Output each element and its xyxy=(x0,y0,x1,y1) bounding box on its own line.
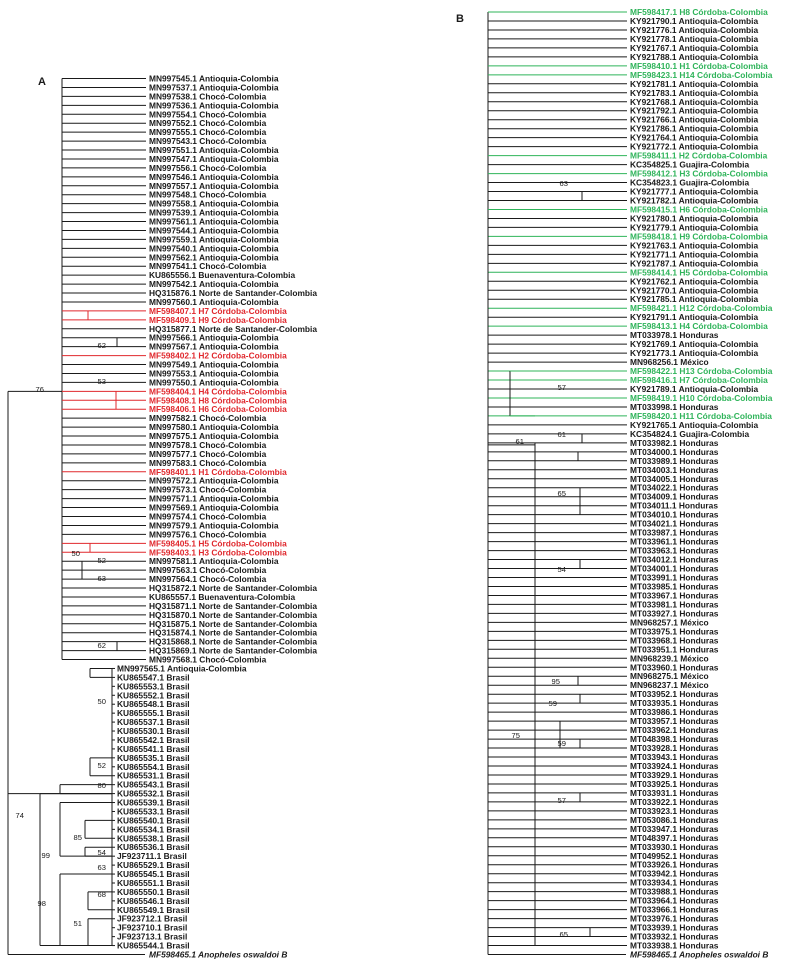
taxon-label: MT048398.1 Honduras xyxy=(630,734,719,745)
taxon-label: MN997555.1 Chocó-Colombia xyxy=(149,127,267,138)
taxon-label: MF598407.1 H7 Córdoba-Colombia xyxy=(149,305,287,316)
taxon-label: HQ315870.1 Norte de Santander-Colombia xyxy=(149,609,318,620)
taxon-label: KU865532.1 Brasil xyxy=(117,788,190,799)
taxon-label: KY921781.1 Antioquia-Colombia xyxy=(630,78,759,89)
taxon-label: KU865542.1 Brasil xyxy=(117,734,190,745)
taxon-label: MF598406.1 H6 Córdoba-Colombia xyxy=(149,404,287,415)
taxon-label: MT033988.1 Honduras xyxy=(630,886,719,897)
taxon-label: KU865544.1 Brasil xyxy=(117,940,190,951)
taxon-label: KY921762.1 Antioquia-Colombia xyxy=(630,276,759,287)
taxon-label: MT033989.1 Honduras xyxy=(630,455,719,466)
taxon-label: MN997566.1 Antioquia-Colombia xyxy=(149,332,279,343)
bootstrap-value: 65 xyxy=(557,489,566,498)
taxon-label: MT053086.1 Honduras xyxy=(630,814,719,825)
taxon-label: MT033960.1 Honduras xyxy=(630,662,719,673)
taxon-label: MT034012.1 Honduras xyxy=(630,554,719,565)
bootstrap-value: 63 xyxy=(559,179,568,188)
taxon-label: KU865529.1 Brasil xyxy=(117,860,190,871)
taxon-label: MT033938.1 Honduras xyxy=(630,940,719,951)
bootstrap-value: 65 xyxy=(559,930,568,939)
taxon-label: KU865552.1 Brasil xyxy=(117,690,190,701)
taxon-label: MF598409.1 H9 Córdoba-Colombia xyxy=(149,314,287,325)
taxon-label: KC354825.1 Guajira-Colombia xyxy=(630,159,750,170)
bootstrap-value: 61 xyxy=(557,430,566,439)
taxon-label: KU865548.1 Brasil xyxy=(117,699,190,710)
taxon-label: MF598402.1 H2 Córdoba-Colombia xyxy=(149,350,287,361)
taxon-label: KU865546.1 Brasil xyxy=(117,895,190,906)
taxon-label: KU865538.1 Brasil xyxy=(117,833,190,844)
taxon-label: MT033925.1 Honduras xyxy=(630,778,719,789)
taxon-label: MN968275.1 México xyxy=(630,671,709,682)
taxon-label: MT049952.1 Honduras xyxy=(630,850,719,861)
taxon-label: KC354824.1 Guajira-Colombia xyxy=(630,428,750,439)
taxon-label: KY921778.1 Antioquia-Colombia xyxy=(630,33,759,44)
taxon-label: MT033952.1 Honduras xyxy=(630,689,719,700)
taxon-label: MT033975.1 Honduras xyxy=(630,626,719,637)
taxon-label: MT034022.1 Honduras xyxy=(630,482,719,493)
taxon-label: MN997558.1 Antioquia-Colombia xyxy=(149,198,279,209)
taxon-label: KY921765.1 Antioquia-Colombia xyxy=(630,419,759,430)
taxon-label: MT033957.1 Honduras xyxy=(630,716,719,727)
panel-label-b: B xyxy=(456,13,464,25)
taxon-label: MF598410.1 H1 Córdoba-Colombia xyxy=(630,60,768,71)
taxon-label: MN997552.1 Chocó-Colombia xyxy=(149,118,267,129)
taxon-label: MF598423.1 H14 Córdoba-Colombia xyxy=(630,69,773,80)
taxon-label: MF598403.1 H3 Córdoba-Colombia xyxy=(149,547,287,558)
bootstrap-value: 50 xyxy=(97,697,106,706)
taxon-label: MT033928.1 Honduras xyxy=(630,743,719,754)
taxon-label: MN997575.1 Antioquia-Colombia xyxy=(149,431,279,442)
taxon-label: MN997556.1 Chocó-Colombia xyxy=(149,162,267,173)
taxon-label: MF598413.1 H4 Córdoba-Colombia xyxy=(630,321,768,332)
bootstrap-value: 68 xyxy=(97,890,106,899)
taxon-label: HQ315875.1 Norte de Santander-Colombia xyxy=(149,618,318,629)
bootstrap-value: 99 xyxy=(41,851,50,860)
taxon-label: MN997553.1 Antioquia-Colombia xyxy=(149,368,279,379)
taxon-label: KY921768.1 Antioquia-Colombia xyxy=(630,96,759,107)
bootstrap-value: 74 xyxy=(15,811,24,820)
taxon-label: MT034011.1 Honduras xyxy=(630,500,718,511)
taxon-label: MT033966.1 Honduras xyxy=(630,904,719,915)
taxon-label: KU865537.1 Brasil xyxy=(117,717,190,728)
taxon-label: MN968257.1 México xyxy=(630,617,709,628)
taxon-label: MT034005.1 Honduras xyxy=(630,473,719,484)
taxon-label: KU865531.1 Brasil xyxy=(117,770,190,781)
taxon-label: HQ315869.1 Norte de Santander-Colombia xyxy=(149,645,318,656)
taxon-label: KY921786.1 Antioquia-Colombia xyxy=(630,123,759,134)
taxon-label: MN997564.1 Chocó-Colombia xyxy=(149,574,267,585)
taxon-label: HQ315868.1 Norte de Santander-Colombia xyxy=(149,636,318,647)
bootstrap-value: 63 xyxy=(97,574,106,583)
taxon-label: MN997547.1 Antioquia-Colombia xyxy=(149,153,279,164)
taxon-label: MN968239.1 México xyxy=(630,653,709,664)
taxon-label: MT048397.1 Honduras xyxy=(630,832,719,843)
taxon-label: HQ315871.1 Norte de Santander-Colombia xyxy=(149,600,318,611)
taxon-label: MF598421.1 H12 Córdoba-Colombia xyxy=(630,303,773,314)
taxon-label: KY921763.1 Antioquia-Colombia xyxy=(630,240,759,251)
taxon-label: MT034000.1 Honduras xyxy=(630,446,719,457)
taxon-label: MN997578.1 Chocó-Colombia xyxy=(149,439,267,450)
taxon-label: KY921790.1 Antioquia-Colombia xyxy=(630,15,759,26)
taxon-label: MF598465.1 Anopheles oswaldoi B xyxy=(630,949,769,960)
taxon-label: KU865535.1 Brasil xyxy=(117,752,190,763)
bootstrap-value: 85 xyxy=(73,833,82,842)
bootstrap-value: 75 xyxy=(511,731,520,740)
taxon-label: KU865551.1 Brasil xyxy=(117,877,190,888)
taxon-label: MN997559.1 Antioquia-Colombia xyxy=(149,234,279,245)
taxon-label: JF923710.1 Brasil xyxy=(117,922,188,933)
taxon-label: HQ315874.1 Norte de Santander-Colombia xyxy=(149,627,318,638)
taxon-label: MT033934.1 Honduras xyxy=(630,877,719,888)
taxon-label: MN997536.1 Antioquia-Colombia xyxy=(149,100,279,111)
taxon-label: MN997560.1 Antioquia-Colombia xyxy=(149,296,279,307)
taxon-label: MN997576.1 Chocó-Colombia xyxy=(149,529,267,540)
taxon-label: MN997542.1 Antioquia-Colombia xyxy=(149,279,279,290)
taxon-label: MF598411.1 H2 Córdoba-Colombia xyxy=(630,150,768,161)
taxon-label: MN997546.1 Antioquia-Colombia xyxy=(149,171,279,182)
taxon-label: MN997577.1 Chocó-Colombia xyxy=(149,448,267,459)
taxon-label: MN997569.1 Antioquia-Colombia xyxy=(149,502,279,513)
taxon-label: KY921766.1 Antioquia-Colombia xyxy=(630,114,759,125)
bootstrap-value: 50 xyxy=(71,549,80,558)
bootstrap-value: 63 xyxy=(97,863,106,872)
taxon-label: MT033967.1 Honduras xyxy=(630,590,719,601)
taxon-label: MT033968.1 Honduras xyxy=(630,635,719,646)
taxon-label: KU865533.1 Brasil xyxy=(117,806,190,817)
bootstrap-value: 61 xyxy=(515,437,524,446)
taxon-label: MT033964.1 Honduras xyxy=(630,895,719,906)
taxon-label: MN997551.1 Antioquia-Colombia xyxy=(149,145,279,156)
taxon-label: MF598401.1 H1 Córdoba-Colombia xyxy=(149,466,287,477)
bootstrap-value: 51 xyxy=(73,919,82,928)
taxon-label: MN997538.1 Chocó-Colombia xyxy=(149,91,267,102)
bootstrap-value: 54 xyxy=(97,848,106,857)
taxon-label: KU865536.1 Brasil xyxy=(117,842,190,853)
taxon-label: MT033929.1 Honduras xyxy=(630,769,719,780)
taxon-label: MF598415.1 H6 Córdoba-Colombia xyxy=(630,204,768,215)
taxon-label: MT033998.1 Honduras xyxy=(630,401,719,412)
taxon-label: JF923711.1 Brasil xyxy=(117,851,187,862)
taxon-label: MN997581.1 Antioquia-Colombia xyxy=(149,556,279,567)
taxon-label: MN997540.1 Antioquia-Colombia xyxy=(149,243,279,254)
taxon-label: MT033930.1 Honduras xyxy=(630,841,719,852)
taxon-label: MF598408.1 H8 Córdoba-Colombia xyxy=(149,395,287,406)
tree-branches xyxy=(8,12,627,955)
taxon-label: MT033923.1 Honduras xyxy=(630,805,719,816)
taxon-label: HQ315877.1 Norte de Santander-Colombia xyxy=(149,323,318,334)
taxon-label: KY921767.1 Antioquia-Colombia xyxy=(630,42,759,53)
taxon-label: MN997571.1 Antioquia-Colombia xyxy=(149,493,279,504)
taxon-label: MT033943.1 Honduras xyxy=(630,752,719,763)
taxon-label: MF598420.1 H11 Córdoba-Colombia xyxy=(630,410,772,421)
bootstrap-value: 95 xyxy=(551,677,560,686)
taxon-label: MN968256.1 México xyxy=(630,357,709,368)
taxon-label: MN997549.1 Antioquia-Colombia xyxy=(149,359,279,370)
taxon-label: KY921791.1 Antioquia-Colombia xyxy=(630,312,759,323)
bootstrap-value: 62 xyxy=(97,641,106,650)
bootstrap-value: 57 xyxy=(557,796,566,805)
taxon-label: KU865549.1 Brasil xyxy=(117,904,190,915)
taxon-label: MN997550.1 Antioquia-Colombia xyxy=(149,377,279,388)
taxon-label: MF598419.1 H10 Córdoba-Colombia xyxy=(630,392,773,403)
taxon-label: MN997557.1 Antioquia-Colombia xyxy=(149,180,279,191)
taxon-label: MF598412.1 H3 Córdoba-Colombia xyxy=(630,168,768,179)
taxon-label: MN997561.1 Antioquia-Colombia xyxy=(149,216,279,227)
taxon-label: MF598422.1 H13 Córdoba-Colombia xyxy=(630,366,773,377)
taxon-label: MN997563.1 Chocó-Colombia xyxy=(149,565,267,576)
taxon-label: MT034010.1 Honduras xyxy=(630,509,719,520)
taxon-label: KY921789.1 Antioquia-Colombia xyxy=(630,384,759,394)
taxon-label: MT033987.1 Honduras xyxy=(630,527,719,538)
bootstrap-value: 57 xyxy=(557,383,566,392)
taxon-label: MT033962.1 Honduras xyxy=(630,725,719,736)
taxon-label: MT034003.1 Honduras xyxy=(630,464,719,475)
taxon-label: KU865540.1 Brasil xyxy=(117,815,190,826)
bootstrap-value: 52 xyxy=(97,556,106,565)
taxon-label: MN997579.1 Antioquia-Colombia xyxy=(149,520,279,531)
taxon-label: MN997574.1 Chocó-Colombia xyxy=(149,511,267,522)
taxon-label: MN997568.1 Chocó-Colombia xyxy=(149,654,267,665)
taxon-label: MN997545.1 Antioquia-Colombia xyxy=(149,73,279,84)
taxon-label: MF598418.1 H9 Córdoba-Colombia xyxy=(630,231,768,242)
taxon-label: MT033976.1 Honduras xyxy=(630,913,719,924)
taxon-label: KU865545.1 Brasil xyxy=(117,869,190,880)
taxon-label: KC354823.1 Guajira-Colombia xyxy=(630,177,750,188)
taxon-label: MT033926.1 Honduras xyxy=(630,859,719,870)
taxon-label: KU865534.1 Brasil xyxy=(117,824,190,835)
bootstrap-value: 53 xyxy=(97,377,106,386)
taxon-label: MF598404.1 H4 Córdoba-Colombia xyxy=(149,386,287,397)
taxon-label: KY921788.1 Antioquia-Colombia xyxy=(630,51,759,62)
taxon-label: MN997544.1 Antioquia-Colombia xyxy=(149,225,279,236)
taxon-label: MT033924.1 Honduras xyxy=(630,761,719,771)
taxon-label: MN997567.1 Antioquia-Colombia xyxy=(149,341,279,352)
taxon-label: KU865539.1 Brasil xyxy=(117,797,190,808)
taxon-label: KY921787.1 Antioquia-Colombia xyxy=(630,258,759,269)
taxon-label: MN997537.1 Antioquia-Colombia xyxy=(149,82,279,93)
taxon-label: MT033981.1 Honduras xyxy=(630,599,719,610)
bootstrap-value: 76 xyxy=(35,385,44,394)
taxon-label: MT033947.1 Honduras xyxy=(630,823,719,834)
taxon-label: KU865555.1 Brasil xyxy=(117,708,190,719)
taxon-label: JF923713.1 Brasil xyxy=(117,931,188,942)
bootstrap-value: 59 xyxy=(557,739,566,748)
taxon-label: MF598417.1 H8 Córdoba-Colombia xyxy=(630,7,768,17)
taxon-label: MT033935.1 Honduras xyxy=(630,698,719,709)
bootstrap-value: 54 xyxy=(557,565,566,574)
taxon-label: MF598416.1 H7 Córdoba-Colombia xyxy=(630,375,768,386)
taxon-label: MF598465.1 Anopheles oswaldoi B xyxy=(149,949,288,960)
taxon-label: MT033986.1 Honduras xyxy=(630,707,719,718)
taxon-label: KY921769.1 Antioquia-Colombia xyxy=(630,339,759,350)
taxon-label: KY921764.1 Antioquia-Colombia xyxy=(630,132,759,143)
taxon-label: HQ315872.1 Norte de Santander-Colombia xyxy=(149,583,318,594)
taxon-label: MF598405.1 H5 Córdoba-Colombia xyxy=(149,538,287,549)
taxon-label: MT033991.1 Honduras xyxy=(630,572,719,583)
taxon-label: KY921782.1 Antioquia-Colombia xyxy=(630,195,759,206)
taxon-label: KU865557.1 Buenaventura-Colombia xyxy=(149,591,296,602)
taxon-label: KY921771.1 Antioquia-Colombia xyxy=(630,249,759,260)
bootstrap-value: 98 xyxy=(37,899,46,908)
taxon-label: MN997572.1 Antioquia-Colombia xyxy=(149,475,279,486)
taxon-label: MT033961.1 Honduras xyxy=(630,536,719,547)
taxon-label: MT033927.1 Honduras xyxy=(630,608,719,619)
taxon-label: MT034001.1 Honduras xyxy=(630,563,719,574)
taxon-label: KY921780.1 Antioquia-Colombia xyxy=(630,213,759,224)
taxon-label: MN997565.1 Antioquia-Colombia xyxy=(117,663,247,674)
taxon-label: KY921776.1 Antioquia-Colombia xyxy=(630,24,759,35)
bootstrap-value: 59 xyxy=(548,699,557,708)
panel-label-a: A xyxy=(38,76,46,88)
taxon-label: MT033978.1 Honduras xyxy=(630,330,719,341)
taxon-label: KU865530.1 Brasil xyxy=(117,726,190,737)
taxon-label: KY921773.1 Antioquia-Colombia xyxy=(630,348,759,359)
taxon-label: KY921777.1 Antioquia-Colombia xyxy=(630,186,759,197)
taxon-label: MT034009.1 Honduras xyxy=(630,491,719,502)
taxon-label: MN997582.1 Chocó-Colombia xyxy=(149,413,267,424)
taxon-label: MN997554.1 Chocó-Colombia xyxy=(149,109,267,120)
taxon-label: MN997583.1 Chocó-Colombia xyxy=(149,457,267,468)
taxon-label: MT033951.1 Honduras xyxy=(630,644,719,655)
taxon-label: MT034021.1 Honduras xyxy=(630,518,719,529)
taxon-label: MT033985.1 Honduras xyxy=(630,581,719,592)
taxon-label: MF598414.1 H5 Córdoba-Colombia xyxy=(630,267,768,278)
taxon-label: MT033931.1 Honduras xyxy=(630,787,719,798)
taxon-label: MN997548.1 Chocó-Colombia xyxy=(149,189,267,200)
taxon-label: MT033982.1 Honduras xyxy=(630,437,719,448)
taxon-label: MT033922.1 Honduras xyxy=(630,796,719,807)
taxon-label: KY921792.1 Antioquia-Colombia xyxy=(630,105,759,116)
bootstrap-value: 52 xyxy=(97,761,106,770)
taxon-label: KY921770.1 Antioquia-Colombia xyxy=(630,285,759,296)
taxon-label: KY921783.1 Antioquia-Colombia xyxy=(630,87,759,98)
taxon-label: MN997562.1 Antioquia-Colombia xyxy=(149,252,279,263)
taxon-label: MT033939.1 Honduras xyxy=(630,922,719,933)
taxon-label: KU865556.1 Buenaventura-Colombia xyxy=(149,270,296,281)
taxon-label: MT033942.1 Honduras xyxy=(630,868,719,879)
taxon-label: MN997543.1 Chocó-Colombia xyxy=(149,136,267,147)
taxon-label: KU865550.1 Brasil xyxy=(117,886,190,897)
taxon-label: HQ315876.1 Norte de Santander-Colombia xyxy=(149,288,318,299)
taxon-label: KY921772.1 Antioquia-Colombia xyxy=(630,141,759,152)
taxon-label: MT033963.1 Honduras xyxy=(630,545,719,556)
taxon-label: MN968237.1 México xyxy=(630,680,709,691)
bootstrap-value: 62 xyxy=(97,341,106,350)
taxon-label: MN997580.1 Antioquia-Colombia xyxy=(149,422,279,433)
taxon-label: KU865543.1 Brasil xyxy=(117,779,190,790)
bootstrap-value: 80 xyxy=(97,781,106,790)
taxon-label: MT033932.1 Honduras xyxy=(630,931,719,942)
taxon-label: KU865553.1 Brasil xyxy=(117,681,190,692)
taxon-label: KU865547.1 Brasil xyxy=(117,672,190,683)
taxon-label: MN997539.1 Antioquia-Colombia xyxy=(149,207,279,218)
taxon-label: JF923712.1 Brasil xyxy=(117,913,188,924)
taxon-label: MN997541.1 Chocó-Colombia xyxy=(149,261,267,272)
taxon-label: MN997573.1 Chocó-Colombia xyxy=(149,484,267,495)
taxon-label: KY921779.1 Antioquia-Colombia xyxy=(630,222,759,233)
taxon-label: KY921785.1 Antioquia-Colombia xyxy=(630,294,759,305)
taxon-label: KU865554.1 Brasil xyxy=(117,761,190,772)
taxon-label: KU865541.1 Brasil xyxy=(117,743,190,754)
